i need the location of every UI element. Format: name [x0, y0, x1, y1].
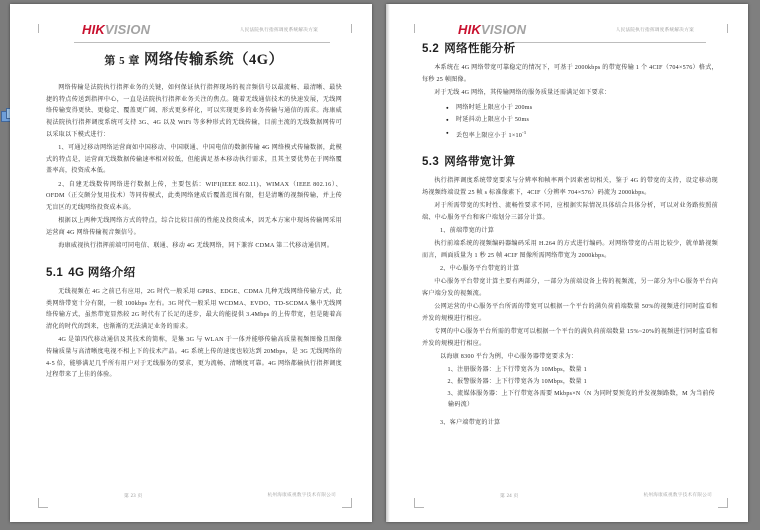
header-subtitle-right: 人民法院执行指挥调度系统解决方案 [615, 27, 694, 32]
list-item: 2、报警服务器：上下行带宽各为 10Mbps，数量 1 [447, 378, 587, 385]
page-left-shadow [386, 4, 390, 522]
qos-requirements-list [422, 102, 718, 143]
paragraph: 公网运营的中心服务平台所需的带宽可以根据一个平台的满负荷前端数量 50%的视频进行同时监看和并发的规模进行相应。 [422, 304, 718, 322]
chapter-title-text: 网络传输系统（4G） [144, 52, 284, 68]
subsection-heading: 2、中心服务平台带宽的计算 [440, 266, 520, 273]
crop-mark-top-left [38, 24, 48, 33]
page-separator-gap [372, 0, 386, 530]
chapter-number: 第 5 章 [104, 55, 140, 67]
paragraph: 4G 是第四代移动通信及其技术的简称，是集 3G 与 WLAN 于一体并能够传输高质量视频图像且图像传输质量与高清晰度电视不相上下的技术产品。4G 系统上传的速度也较达到 20Mbps，是 3G 无线网络的 4-5 倍，能够满足几乎所有用户对于无线服务的要求，更为流畅、清晰度可靠。4G 网络都输执行指挥调度过程带来了上佳的体验。 [46, 337, 342, 379]
list-item: 3、流媒体服务器：上下行带宽各需要 Mkbps×N（N 为同时要预览的并发视频路数，M 为当前传输码流） [447, 390, 715, 409]
bullet-text: 丢包率上限应小于 1×10 [456, 132, 523, 139]
footer-page-number: 第 24 页 [500, 494, 519, 499]
left-gutter [0, 0, 10, 530]
section-number: 5.2 [422, 43, 440, 55]
subsection-heading: 1、前端带宽的计算 [440, 227, 495, 234]
paragraph: 海康威视执行指挥前端可同电信、联通、移动 4G 无线网络，同下兼容 CDMA 第二代移动通信网。 [58, 243, 334, 250]
logo-vision-text: VISION [105, 22, 151, 37]
document-page-left [10, 4, 372, 522]
crop-mark-bottom-right [718, 498, 728, 508]
logo-hik-text: HIK [82, 22, 105, 37]
logo-vision-text: VISION [481, 22, 527, 37]
example-intro: 以海康 8300 平台为例，中心服务器带宽要求为： [440, 353, 578, 360]
list-item [456, 127, 718, 143]
section-heading-5-1 [46, 264, 342, 280]
paragraph: 网络传输是法院执行指挥业务的关键，如何保证执行指挥现场的视音频信号以最流畅、最清晰、最快捷的特点传送到指挥中心，一直是法院执行指挥业务关注的焦点。随着无线通信技术的快速发展，无线网络传输变得更快、更稳定、覆盖更广阔、形式更多样化，可以实现更多的业务传输与通信的需求。海康威视法院执行指挥调度系统可支持 3G、4G 以及 WiFi 等多种形式的无线传输，目前主流的无线数据网传可以采取以下模式进行： [46, 85, 342, 138]
paragraph: 中心服务平台带宽计算主要有两部分，一部分为前端设备上传的视频流，另一部分为中心服务平台向客户端分发的视频流。 [422, 279, 718, 297]
crop-mark-top-left [414, 24, 424, 33]
paragraph: 对于无线 4G 网络，其传输网络的服务质量还需满足如下要求： [434, 89, 611, 96]
list-item [456, 114, 718, 127]
bullet-text: 时延抖动上限应小于 50ms [456, 117, 530, 124]
section-number: 5.1 [46, 266, 64, 279]
subsection-heading-final: 3、客户端带宽的计算 [440, 420, 501, 426]
header-subtitle-left: 人民法院执行指挥调度系统解决方案 [239, 27, 318, 32]
paragraph: 专网的中心服务平台所需的带宽可以根据一个平台的满负荷前端数量 15%~20%的视频进行同时监看和并发的规模进行相应。 [422, 329, 718, 347]
paragraph: 本系统在 4G 网络带宽可靠稳定的情况下，可基于 2000kbps 的带宽传输 1 个 4CIF（704×576）格式，每秒 25 帧图像。 [422, 65, 718, 83]
page-body-left [46, 38, 342, 383]
bullet-text: 网络时延上限应小于 200ms [456, 104, 533, 111]
list-item: 1、注册服务器：上下行带宽各为 10Mbps，数量 1 [447, 367, 587, 374]
chapter-title [46, 48, 342, 69]
page-body-right [422, 34, 718, 431]
footer-company-name: 杭州海康威视数字技术有限公司 [643, 492, 712, 497]
list-item [456, 102, 718, 115]
paragraph: 执行指挥调度系统带宽要求与分辨率和帧率两个因素密切相关，鉴于 4G 的带宽的支持，设定移动现场视频终端设置 25 帧 s 标准像素下，4CIF（分辨率 704×576）码流为 2000kbps。 [422, 178, 718, 196]
page-footer-left [46, 492, 342, 504]
section-title: 网络性能分析 [444, 43, 516, 55]
footer-page-number: 第 23 页 [124, 494, 143, 499]
crop-mark-top-right [718, 24, 728, 33]
crop-mark-top-right [342, 24, 352, 33]
bullet-superscript: -3 [522, 129, 527, 135]
document-page-right [386, 4, 748, 522]
crop-mark-bottom-right [342, 498, 352, 508]
logo-hik-text: HIK [458, 22, 481, 37]
paragraph: 1、可通过移动网络运营商如中国移动、中国联通、中国电信的数据传输 4G 网络模式传输数据，此模式的特点是，运营商无线数据传输速率相对较低，但能满足基本移动执行需求，且其主要优势在于网络覆盖率高，投资成本低。 [46, 145, 342, 175]
section-heading-5-3 [422, 153, 718, 169]
footer-company-name: 杭州海康威视数字技术有限公司 [267, 492, 336, 497]
hikvision-logo [82, 22, 150, 37]
section-title: 4G 网络介绍 [68, 266, 136, 279]
paragraph: 无线视频在 4G 之前已有应用，2G 时代一般采用 GPRS、EDGE、CDMA 几种无线网络传输方式，此类网络带宽十分有限，一般 100kbps 左右。3G 时代一般采用 WCDMA、EVDO、TD-SCDMA 集中无线网络传输方式，虽然带宽显然较 2G 时代有了长足的进步，最大的能提供 3.4Mbps 的上传带宽，但是随着高清化的时代的到来，也渐渐的无法满足业务的需求。 [46, 288, 342, 330]
server-bandwidth-list [422, 365, 718, 412]
section-heading-5-2 [422, 40, 718, 56]
paragraph: 对于所需带宽的实时性、流畅性要求不同，应根据实际情况具体结合具体分析，可以对业务路按照前端、中心服务平台和客户端划分三部分计算。 [422, 203, 718, 221]
section-number: 5.3 [422, 156, 440, 169]
paragraph: 根据以上两种无线网络方式的特点，综合比较目前的性能及投资成本，因无本方案中现场传输网采用运营商 4G 网络传输视音频信号。 [46, 218, 342, 236]
paragraph: 执行前端系统的视频编码器编码采用 H.264 的方式进行编码。对网络带宽的占用比较少，就单路视频而言，画面质量为 1 秒 25 帧 4CIF 图像所需网络带宽为 2000kbps。 [422, 241, 718, 259]
section-title: 网络带宽计算 [444, 156, 516, 169]
page-footer-right [422, 492, 718, 504]
paragraph: 2、自建无线数传网络进行数据上传，主要包括：WIFI(IEEE 802.11)、WIMAX（IEEE 802.16）、OFDM（正交颇分复用技术）等同传模式，此类网络建成后覆盖范围有限，但是清晰的视频传输，并上传无盲区的无线网络投资成本高。 [46, 181, 342, 212]
